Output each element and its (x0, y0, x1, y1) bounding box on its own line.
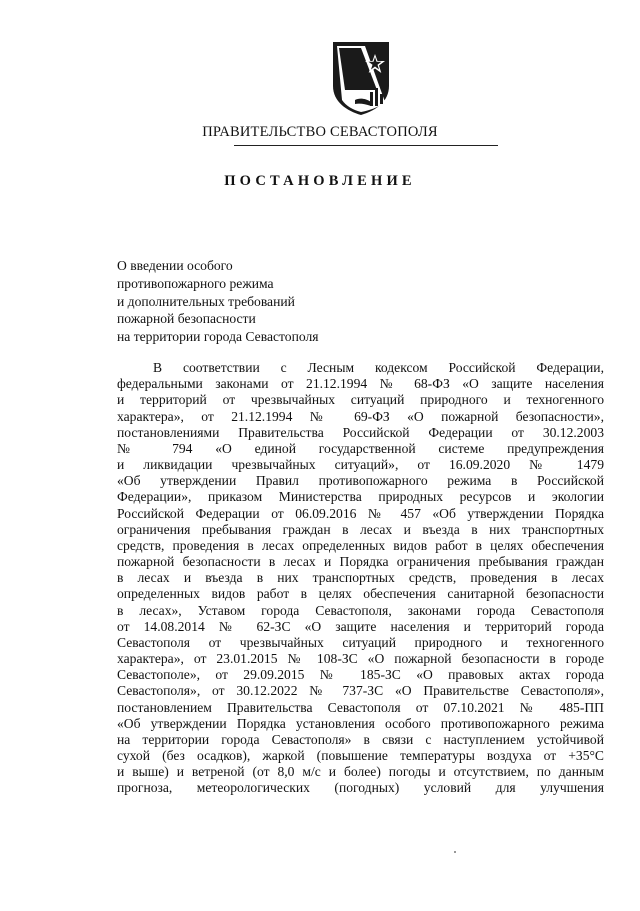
body-line: характера», от 21.12.1994 № 69-ФЗ «О пожарной безопасности», (117, 408, 604, 424)
subject-line: пожарной безопасности (117, 311, 256, 327)
document-type-heading: ПОСТАНОВЛЕНИЕ (224, 173, 416, 189)
document-body (117, 360, 604, 797)
body-line: прогноза, метеорологических (погодных) условий для улучшения (117, 780, 604, 796)
body-line: Севастополе», от 29.09.2015 № 185-ЗС «О правовых актах города (117, 667, 604, 683)
body-line: «Об утверждении Правил противопожарного режима в Российской (117, 473, 604, 489)
body-line: В соответствии с Лесным кодексом Российской Федерации, (153, 360, 604, 375)
body-line: Севастополя», от 30.12.2022 № 737-ЗС «О Правительстве Севастополя», (117, 683, 604, 699)
body-line: постановлениями Правительства Российской Федерации от 30.12.2003 (117, 424, 604, 440)
document-subject (117, 257, 477, 346)
subject-line: О введении особого (117, 258, 233, 273)
body-line: от 14.08.2014 № 62-ЗС «О защите населения и территорий города (117, 618, 604, 634)
body-line: и ликвидации чрезвычайных ситуаций», от 16.09.2020 № 1479 (117, 457, 604, 473)
subject-line: противопожарного режима (117, 275, 274, 291)
body-line: постановлением Правительства Севастополя от 07.10.2021 № 485-ПП (117, 699, 604, 715)
body-line: Федерации», приказом Министерства природных ресурсов и экологии (117, 489, 604, 505)
body-line: и территорий от чрезвычайных ситуаций природного и техногенного (117, 392, 604, 408)
body-line: Российской Федерации от 06.09.2016 № 457 «Об утверждении Порядка (117, 505, 604, 521)
subject-line: и дополнительных требований (117, 293, 295, 309)
body-line: ограничения пребывания граждан в лесах и въезда в них транспортных (117, 521, 604, 537)
body-line: Севастополя от чрезвычайных ситуаций природного и техногенного (117, 634, 604, 650)
scan-speck (454, 851, 456, 853)
body-line: в лесах и въезда в них транспортных средств, проведения в лесах (117, 570, 604, 586)
subject-line: на территории города Севастополя (117, 329, 319, 345)
body-line: федеральными законами от 21.12.1994 № 68-ФЗ «О защите населения (117, 376, 604, 392)
body-line: № 794 «О единой государственной системе предупреждения (117, 440, 604, 456)
body-line: «Об утверждении Порядка установления особого противопожарного режима (117, 715, 604, 731)
sevastopol-coat-of-arms-icon (331, 40, 391, 116)
body-line: средств, проведения в лесах определенных видов работ в целях обеспечения (117, 537, 604, 553)
body-line: в лесах», Уставом города Севастополя, законами города Севастополя (117, 602, 604, 618)
body-line: и выше) и ветреной (от 8,0 м/с и более) погоды и отсутствием, по данным (117, 764, 604, 780)
body-line: определенных видов работ в целях обеспечения санитарной безопасности (117, 586, 604, 602)
body-line: характера», от 23.01.2015 № 108-ЗС «О пожарной безопасности в городе (117, 651, 604, 667)
body-line: сухой (без осадков), жаркой (повышение температуры воздуха от +35°С (117, 748, 604, 764)
government-name: ПРАВИТЕЛЬСТВО СЕВАСТОПОЛЯ (202, 124, 438, 140)
body-line: пожарной безопасности в лесах и Порядка ограничения пребывания граждан (117, 554, 604, 570)
body-line: на территории города Севастополя» в связи с наступлением устойчивой (117, 731, 604, 747)
title-underline (234, 145, 498, 146)
